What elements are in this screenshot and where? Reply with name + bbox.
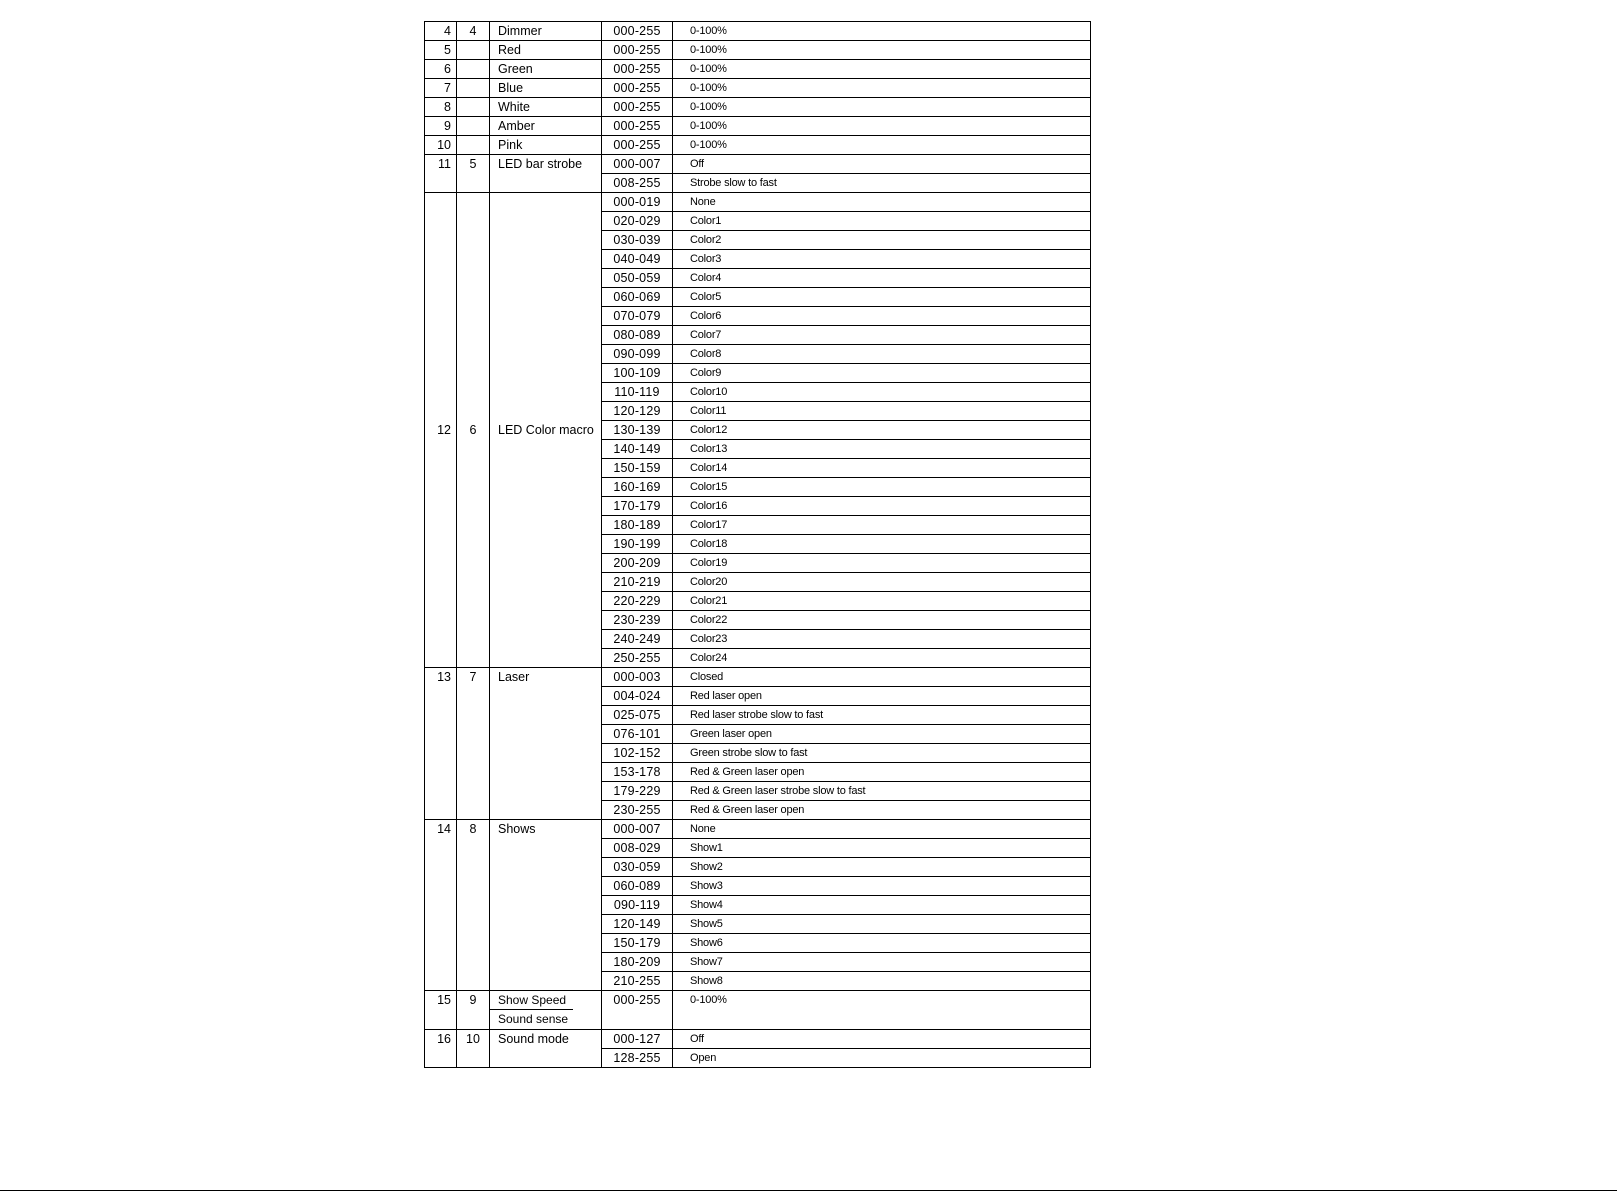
dmx-channel-table (424, 21, 1091, 1068)
dmx-value-range: 000-007 (602, 155, 673, 174)
value-description: 0-100% (673, 41, 1091, 60)
dmx-value-range: 000-019 (602, 193, 673, 212)
channel-number-alt (457, 60, 490, 79)
dmx-value-range: 160-169 (602, 478, 673, 497)
channel-number: 16 (425, 1030, 457, 1068)
function-name: Amber (490, 117, 602, 136)
value-description: Closed (673, 668, 1091, 687)
value-description: Green strobe slow to fast (673, 744, 1091, 763)
channel-number-alt: 8 (457, 820, 490, 991)
dmx-value-range: 180-189 (602, 516, 673, 535)
table-row (425, 41, 1091, 60)
channel-number: 12 (425, 193, 457, 668)
dmx-value-range: 004-024 (602, 687, 673, 706)
value-description: Color11 (673, 402, 1091, 421)
function-name-pair (490, 991, 602, 1030)
value-description: 0-100% (673, 60, 1091, 79)
value-description: Color15 (673, 478, 1091, 497)
dmx-value-range: 000-255 (602, 136, 673, 155)
dmx-value-range: 000-003 (602, 668, 673, 687)
channel-number-alt (457, 136, 490, 155)
dmx-value-range: 170-179 (602, 497, 673, 516)
table-row (425, 193, 1091, 212)
value-description: Color4 (673, 269, 1091, 288)
channel-number: 6 (425, 60, 457, 79)
value-description: Color3 (673, 250, 1091, 269)
dmx-value-range: 060-089 (602, 877, 673, 896)
channel-number-alt: 10 (457, 1030, 490, 1068)
dmx-table-body (425, 22, 1091, 1068)
value-description: Color17 (673, 516, 1091, 535)
dmx-value-range: 190-199 (602, 535, 673, 554)
value-description: 0-100% (673, 79, 1091, 98)
value-description: Show8 (673, 972, 1091, 991)
dmx-value-range: 060-069 (602, 288, 673, 307)
channel-number: 10 (425, 136, 457, 155)
dmx-value-range: 080-089 (602, 326, 673, 345)
dmx-value-range: 030-039 (602, 231, 673, 250)
dmx-value-range: 120-129 (602, 402, 673, 421)
value-description: Strobe slow to fast (673, 174, 1091, 193)
table-row (425, 668, 1091, 687)
dmx-value-range: 020-029 (602, 212, 673, 231)
channel-number-alt: 4 (457, 22, 490, 41)
channel-number: 14 (425, 820, 457, 991)
dmx-value-range: 040-049 (602, 250, 673, 269)
dmx-value-range: 000-255 (602, 79, 673, 98)
dmx-value-range: 070-079 (602, 307, 673, 326)
channel-number: 9 (425, 117, 457, 136)
function-name: Blue (490, 79, 602, 98)
dmx-value-range: 000-255 (602, 98, 673, 117)
value-description: Show5 (673, 915, 1091, 934)
value-description: Red laser open (673, 687, 1091, 706)
dmx-value-range: 140-149 (602, 440, 673, 459)
channel-number: 5 (425, 41, 457, 60)
value-description: Color8 (673, 345, 1091, 364)
value-description: Off (673, 155, 1091, 174)
value-description: Show6 (673, 934, 1091, 953)
channel-number-alt: 7 (457, 668, 490, 820)
dmx-value-range: 030-059 (602, 858, 673, 877)
dmx-value-range: 150-159 (602, 459, 673, 478)
dmx-value-range: 230-255 (602, 801, 673, 820)
dmx-value-range: 076-101 (602, 725, 673, 744)
dmx-value-range: 250-255 (602, 649, 673, 668)
dmx-value-range: 000-255 (602, 117, 673, 136)
dmx-value-range: 220-229 (602, 592, 673, 611)
dmx-value-range: 179-229 (602, 782, 673, 801)
function-name: Red (490, 41, 602, 60)
value-description: Color5 (673, 288, 1091, 307)
value-description: Show1 (673, 839, 1091, 858)
table-row (425, 98, 1091, 117)
table-row (425, 60, 1091, 79)
dmx-value-range: 120-149 (602, 915, 673, 934)
value-description: 0-100% (673, 991, 1091, 1030)
dmx-value-range: 000-127 (602, 1030, 673, 1049)
dmx-value-range: 200-209 (602, 554, 673, 573)
function-name: LED bar strobe (490, 155, 602, 193)
channel-number-alt (457, 79, 490, 98)
value-description: None (673, 193, 1091, 212)
function-name: Shows (490, 820, 602, 991)
dmx-value-range: 102-152 (602, 744, 673, 763)
dmx-value-range: 150-179 (602, 934, 673, 953)
page-bottom-rule (0, 1190, 1617, 1191)
dmx-value-range: 240-249 (602, 630, 673, 649)
dmx-value-range: 000-255 (602, 991, 673, 1030)
value-description: Color21 (673, 592, 1091, 611)
dmx-value-range: 128-255 (602, 1049, 673, 1068)
channel-number: 8 (425, 98, 457, 117)
function-name: Sound mode (490, 1030, 602, 1068)
dmx-value-range: 230-239 (602, 611, 673, 630)
channel-number: 4 (425, 22, 457, 41)
value-description: Show3 (673, 877, 1091, 896)
channel-number-alt: 9 (457, 991, 490, 1030)
dmx-value-range: 000-255 (602, 22, 673, 41)
value-description: 0-100% (673, 98, 1091, 117)
value-description: Color12 (673, 421, 1091, 440)
value-description: Color23 (673, 630, 1091, 649)
table-row (425, 79, 1091, 98)
value-description: Red & Green laser open (673, 763, 1091, 782)
dmx-value-range: 008-255 (602, 174, 673, 193)
value-description: Show4 (673, 896, 1091, 915)
value-description: Red & Green laser strobe slow to fast (673, 782, 1091, 801)
value-description: Color13 (673, 440, 1091, 459)
table-row (425, 1030, 1091, 1049)
function-name-show-speed: Show Speed (490, 991, 573, 1010)
dmx-value-range: 008-029 (602, 839, 673, 858)
channel-number: 15 (425, 991, 457, 1030)
dmx-value-range: 090-119 (602, 896, 673, 915)
function-name: Dimmer (490, 22, 602, 41)
dmx-value-range: 090-099 (602, 345, 673, 364)
function-name: LED Color macro (490, 193, 602, 668)
value-description: Show2 (673, 858, 1091, 877)
value-description: Color6 (673, 307, 1091, 326)
dmx-value-range: 153-178 (602, 763, 673, 782)
table-row (425, 22, 1091, 41)
value-description: Open (673, 1049, 1091, 1068)
value-description: 0-100% (673, 136, 1091, 155)
value-description: Color9 (673, 364, 1091, 383)
value-description: Color22 (673, 611, 1091, 630)
value-description: Red laser strobe slow to fast (673, 706, 1091, 725)
dmx-value-range: 210-255 (602, 972, 673, 991)
table-row (425, 820, 1091, 839)
value-description: Color14 (673, 459, 1091, 478)
value-description: Color18 (673, 535, 1091, 554)
function-name: Green (490, 60, 602, 79)
function-name: White (490, 98, 602, 117)
dmx-value-range: 000-255 (602, 60, 673, 79)
value-description: Color16 (673, 497, 1091, 516)
dmx-value-range: 000-007 (602, 820, 673, 839)
value-description: Color7 (673, 326, 1091, 345)
dmx-value-range: 000-255 (602, 41, 673, 60)
function-name-sound-sense: Sound sense (498, 1012, 569, 1026)
channel-number-alt (457, 98, 490, 117)
value-description: Off (673, 1030, 1091, 1049)
value-description: Red & Green laser open (673, 801, 1091, 820)
value-description: Color1 (673, 212, 1091, 231)
channel-number-alt: 6 (457, 193, 490, 668)
channel-number-alt (457, 41, 490, 60)
value-description: Color20 (673, 573, 1091, 592)
value-description: Color24 (673, 649, 1091, 668)
dmx-value-range: 110-119 (602, 383, 673, 402)
value-description: 0-100% (673, 22, 1091, 41)
function-name: Pink (490, 136, 602, 155)
dmx-value-range: 210-219 (602, 573, 673, 592)
dmx-value-range: 100-109 (602, 364, 673, 383)
value-description: Show7 (673, 953, 1091, 972)
channel-number-alt (457, 117, 490, 136)
value-description: Color10 (673, 383, 1091, 402)
channel-number: 11 (425, 155, 457, 193)
value-description: None (673, 820, 1091, 839)
value-description: 0-100% (673, 117, 1091, 136)
value-description: Color2 (673, 231, 1091, 250)
table-row (425, 155, 1091, 174)
dmx-value-range: 130-139 (602, 421, 673, 440)
channel-number: 7 (425, 79, 457, 98)
table-row (425, 991, 1091, 1030)
dmx-value-range: 050-059 (602, 269, 673, 288)
dmx-value-range: 180-209 (602, 953, 673, 972)
table-row (425, 117, 1091, 136)
value-description: Color19 (673, 554, 1091, 573)
dmx-value-range: 025-075 (602, 706, 673, 725)
table-row (425, 136, 1091, 155)
value-description: Green laser open (673, 725, 1091, 744)
channel-number-alt: 5 (457, 155, 490, 193)
function-name: Laser (490, 668, 602, 820)
channel-number: 13 (425, 668, 457, 820)
